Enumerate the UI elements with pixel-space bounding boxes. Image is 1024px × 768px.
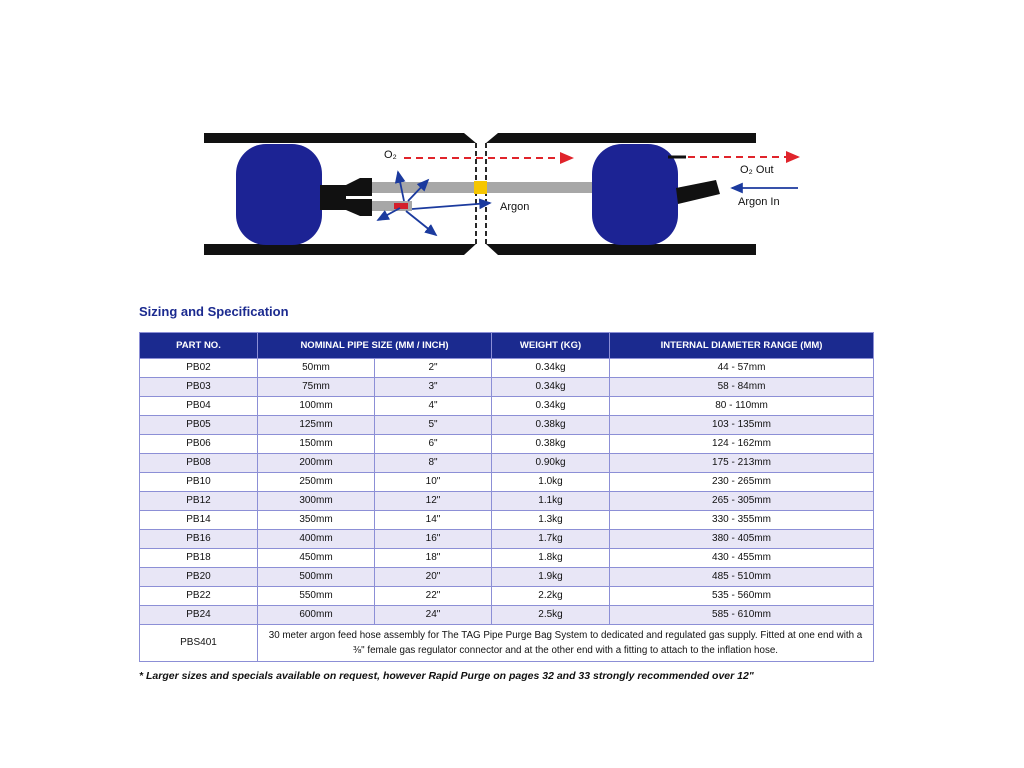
table-row bbox=[140, 359, 874, 378]
header-nominal-size: NOMINAL PIPE SIZE (MM / INCH) bbox=[258, 333, 492, 359]
cell-nominal-inch: 2" bbox=[375, 359, 492, 378]
table-row bbox=[140, 492, 874, 511]
spec-title: Sizing and Specification bbox=[139, 304, 289, 319]
o2-out-label: O₂ Out bbox=[740, 164, 774, 176]
cell-nominal-inch: 6" bbox=[375, 435, 492, 454]
cell-weight: 1.8kg bbox=[492, 549, 610, 568]
table-row bbox=[140, 587, 874, 606]
cell-nominal-inch: 22" bbox=[375, 587, 492, 606]
hose-row bbox=[140, 625, 874, 662]
cell-weight: 1.7kg bbox=[492, 530, 610, 549]
o2-label: O₂ bbox=[384, 149, 397, 161]
cell-diameter-range: 124 - 162mm bbox=[610, 435, 874, 454]
right-purge-bag bbox=[592, 144, 678, 245]
argon-label: Argon bbox=[500, 201, 530, 213]
cell-nominal-mm: 500mm bbox=[258, 568, 375, 587]
cell-nominal-inch: 18" bbox=[375, 549, 492, 568]
cell-nominal-inch: 16" bbox=[375, 530, 492, 549]
cell-nominal-inch: 4" bbox=[375, 397, 492, 416]
cell-nominal-inch: 14" bbox=[375, 511, 492, 530]
table-row bbox=[140, 378, 874, 397]
left-purge-bag bbox=[236, 144, 322, 245]
cell-diameter-range: 103 - 135mm bbox=[610, 416, 874, 435]
cell-weight: 0.38kg bbox=[492, 435, 610, 454]
header-weight: WEIGHT (KG) bbox=[492, 333, 610, 359]
hose-coupling bbox=[474, 181, 487, 194]
cell-part: PB16 bbox=[140, 530, 258, 549]
cell-part: PB05 bbox=[140, 416, 258, 435]
cell-diameter-range: 230 - 265mm bbox=[610, 473, 874, 492]
cell-nominal-inch: 24" bbox=[375, 606, 492, 625]
cell-part: PB14 bbox=[140, 511, 258, 530]
table-row bbox=[140, 549, 874, 568]
cell-part: PB03 bbox=[140, 378, 258, 397]
cell-part: PB18 bbox=[140, 549, 258, 568]
footnote: * Larger sizes and specials available on request, however Rapid Purge on pages 32 and 33 strongly recommended over 12" bbox=[139, 670, 754, 682]
cell-weight: 1.0kg bbox=[492, 473, 610, 492]
cell-nominal-inch: 8" bbox=[375, 454, 492, 473]
cell-nominal-mm: 300mm bbox=[258, 492, 375, 511]
cell-diameter-range: 535 - 560mm bbox=[610, 587, 874, 606]
cell-nominal-mm: 250mm bbox=[258, 473, 375, 492]
cell-diameter-range: 80 - 110mm bbox=[610, 397, 874, 416]
cell-nominal-mm: 600mm bbox=[258, 606, 375, 625]
cell-part: PB10 bbox=[140, 473, 258, 492]
table-row bbox=[140, 568, 874, 587]
cell-weight: 2.2kg bbox=[492, 587, 610, 606]
cell-nominal-inch: 10" bbox=[375, 473, 492, 492]
cell-nominal-mm: 350mm bbox=[258, 511, 375, 530]
table-row bbox=[140, 606, 874, 625]
cell-diameter-range: 330 - 355mm bbox=[610, 511, 874, 530]
cell-nominal-mm: 450mm bbox=[258, 549, 375, 568]
table-row bbox=[140, 397, 874, 416]
cell-part: PB08 bbox=[140, 454, 258, 473]
cell-part: PB04 bbox=[140, 397, 258, 416]
cell-part: PB22 bbox=[140, 587, 258, 606]
cell-weight: 0.34kg bbox=[492, 378, 610, 397]
cell-nominal-mm: 150mm bbox=[258, 435, 375, 454]
cell-diameter-range: 44 - 57mm bbox=[610, 359, 874, 378]
table-row bbox=[140, 530, 874, 549]
spec-body bbox=[140, 359, 874, 662]
purge-bag-diagram bbox=[0, 0, 1024, 300]
argon-flow-arrows bbox=[378, 172, 798, 235]
cell-weight: 1.9kg bbox=[492, 568, 610, 587]
cell-diameter-range: 430 - 455mm bbox=[610, 549, 874, 568]
cell-diameter-range: 380 - 405mm bbox=[610, 530, 874, 549]
cell-diameter-range: 265 - 305mm bbox=[610, 492, 874, 511]
header-diameter-range: INTERNAL DIAMETER RANGE (MM) bbox=[610, 333, 874, 359]
table-row bbox=[140, 511, 874, 530]
cell-nominal-mm: 400mm bbox=[258, 530, 375, 549]
cell-weight: 1.1kg bbox=[492, 492, 610, 511]
cell-diameter-range: 175 - 213mm bbox=[610, 454, 874, 473]
cell-weight: 1.3kg bbox=[492, 511, 610, 530]
table-row bbox=[140, 454, 874, 473]
cell-weight: 0.34kg bbox=[492, 397, 610, 416]
cell-nominal-inch: 20" bbox=[375, 568, 492, 587]
cell-part: PB20 bbox=[140, 568, 258, 587]
argon-in-label: Argon In bbox=[738, 196, 780, 208]
argon-outlet bbox=[394, 203, 408, 209]
table-row bbox=[140, 416, 874, 435]
cell-nominal-mm: 100mm bbox=[258, 397, 375, 416]
cell-nominal-mm: 125mm bbox=[258, 416, 375, 435]
right-inlet-hose bbox=[676, 180, 720, 204]
cell-part: PB02 bbox=[140, 359, 258, 378]
spec-header-row bbox=[140, 333, 874, 359]
cell-nominal-inch: 5" bbox=[375, 416, 492, 435]
cell-diameter-range: 585 - 610mm bbox=[610, 606, 874, 625]
cell-weight: 0.38kg bbox=[492, 416, 610, 435]
cell-weight: 0.34kg bbox=[492, 359, 610, 378]
cell-nominal-mm: 75mm bbox=[258, 378, 375, 397]
cell-nominal-mm: 50mm bbox=[258, 359, 375, 378]
cell-part: PBS401 bbox=[140, 625, 258, 662]
cell-nominal-inch: 3" bbox=[375, 378, 492, 397]
table-row bbox=[140, 435, 874, 454]
header-part-no: PART NO. bbox=[140, 333, 258, 359]
cell-part: PB12 bbox=[140, 492, 258, 511]
cell-nominal-inch: 12" bbox=[375, 492, 492, 511]
spec-table bbox=[139, 332, 874, 662]
cell-weight: 0.90kg bbox=[492, 454, 610, 473]
cell-nominal-mm: 550mm bbox=[258, 587, 375, 606]
cell-part: PB06 bbox=[140, 435, 258, 454]
cell-diameter-range: 485 - 510mm bbox=[610, 568, 874, 587]
cell-description: 30 meter argon feed hose assembly for The TAG Pipe Purge Bag System to dedicated and regulated gas supply. Fitted at one end with a ⅜" female gas regulator connector and at the other end with a fitting to attach to the inflation hose. bbox=[258, 625, 874, 662]
cell-part: PB24 bbox=[140, 606, 258, 625]
cell-weight: 2.5kg bbox=[492, 606, 610, 625]
left-connector bbox=[320, 178, 372, 216]
cell-nominal-mm: 200mm bbox=[258, 454, 375, 473]
table-row bbox=[140, 473, 874, 492]
cell-diameter-range: 58 - 84mm bbox=[610, 378, 874, 397]
